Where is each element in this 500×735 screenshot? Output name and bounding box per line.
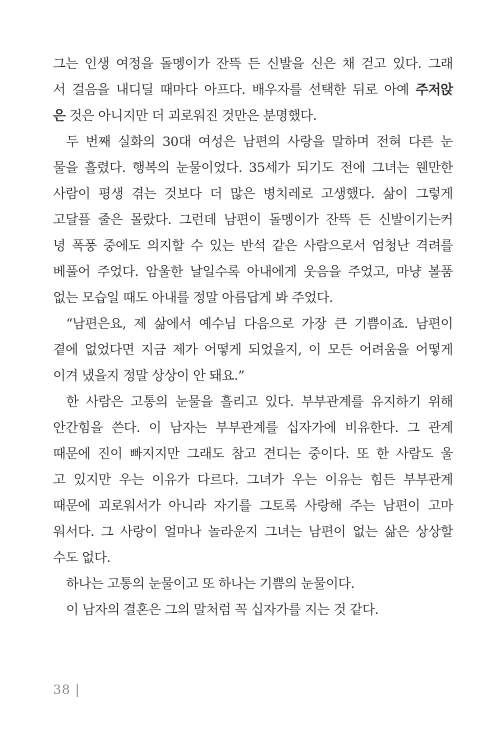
body-text [53,52,453,624]
text-line [53,338,453,364]
text-span: 안간힘을 쓴다. 이 남자는 부부관계를 십자가에 비유한다. 그 관계 [53,421,453,436]
text-span: 그는 인생 여정을 돌멩이가 잔뜩 든 신발을 신은 채 걷고 있다. 그래 [53,57,453,72]
text-line [53,156,453,182]
text-span: 이겨 냈을지 정말 상상이 안 돼요.” [53,369,245,384]
text-span: 이 남자의 결혼은 그의 말처럼 꼭 십자가를 지는 것 같다. [66,603,379,618]
text-span: “남편은요, 제 삶에서 예수님 다음으로 가장 큰 기쁨이죠. 남편이 [66,317,453,332]
bold-text: 은 [53,109,66,124]
paragraph [53,130,453,312]
text-line [53,130,453,156]
text-line [53,364,453,390]
text-line [53,182,453,208]
paragraph [53,572,453,598]
text-line [53,494,453,520]
text-line [53,598,453,624]
text-line [53,442,453,468]
text-span: 녕 폭풍 중에도 의지할 수 있는 반석 같은 사람으로서 엄청난 격려를 [53,239,453,254]
text-span: 때문에 진이 빠지지만 그래도 참고 견디는 중이다. 또 한 사람도 울 [53,447,453,462]
text-line [53,208,453,234]
text-span: 곁에 없었다면 지금 제가 어떻게 되었을지, 이 모든 어려움을 어떻게 [53,343,453,358]
text-span: 서 걸음을 내디딜 때마다 아프다. 배우자를 선택한 뒤로 아예 [53,83,416,98]
bold-text: 주저앉 [415,83,453,98]
text-line [53,104,453,130]
text-line [53,468,453,494]
page-number: 38 | [53,683,81,698]
paragraph [53,390,453,572]
text-span: 두 번째 실화의 30대 여성은 남편의 사랑을 말하며 전혀 다른 눈 [66,135,453,150]
text-span: 사람이 평생 겪는 것보다 더 많은 병치레로 고생했다. 삶이 그렇게 [53,187,453,202]
text-span: 워서다. 그 사랑이 얼마나 놀라운지 그녀는 남편이 없는 삶은 상상할 [53,525,453,540]
text-line [53,78,453,104]
text-line [53,416,453,442]
paragraph [53,312,453,390]
text-span: 수도 없다. [53,551,111,566]
text-span: 없는 모습일 때도 아내를 정말 아름답게 봐 주었다. [53,291,333,306]
text-span: 고달플 줄은 몰랐다. 그런데 남편이 돌멩이가 잔뜩 든 신발이기는커 [53,213,453,228]
text-line [53,572,453,598]
text-line [53,390,453,416]
text-span: 한 사람은 고통의 눈물을 흘리고 있다. 부부관계를 유지하기 위해 [66,395,453,410]
text-line [53,52,453,78]
text-span: 때문에 괴로워서가 아니라 자기를 그토록 사랑해 주는 남편이 고마 [53,499,453,514]
text-line [53,312,453,338]
text-line [53,234,453,260]
paragraph [53,598,453,624]
text-line [53,546,453,572]
text-span: 베풀어 주었다. 암울한 날일수록 아내에게 웃음을 주었고, 마냥 볼품 [53,265,453,280]
text-line [53,520,453,546]
paragraph [53,52,453,130]
text-line [53,260,453,286]
text-span: 물을 흘렸다. 행복의 눈물이었다. 35세가 되기도 전에 그녀는 웬만한 [53,161,453,176]
text-span: 고 있지만 우는 이유가 다르다. 그녀가 우는 이유는 힘든 부부관계 [53,473,453,488]
text-span: 것은 아니지만 더 괴로워진 것만은 분명했다. [65,109,317,124]
text-line [53,286,453,312]
text-span: 하나는 고통의 눈물이고 또 하나는 기쁨의 눈물이다. [66,577,355,592]
